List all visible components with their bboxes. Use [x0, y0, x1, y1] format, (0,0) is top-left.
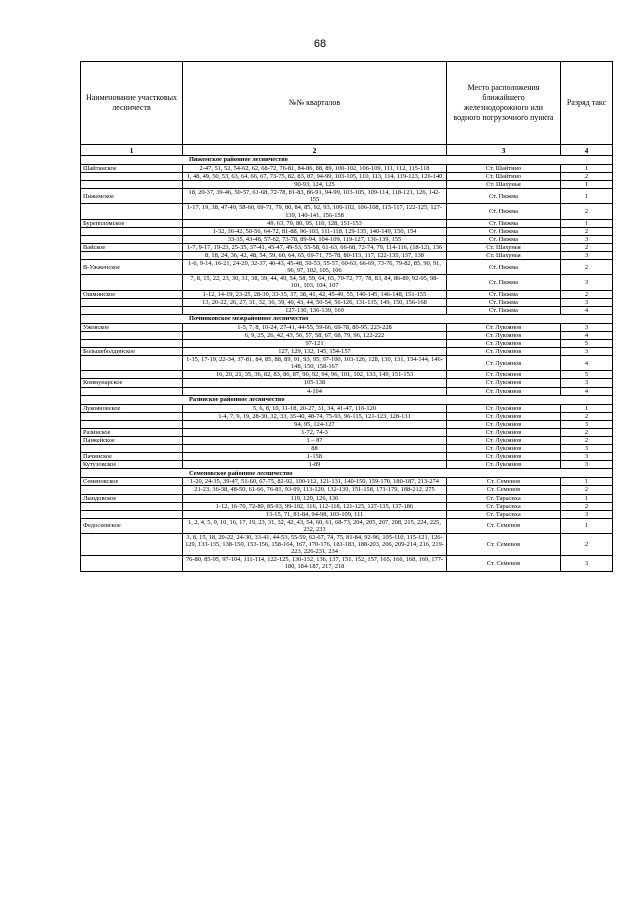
table-row	[81, 189, 613, 204]
table-row	[81, 371, 613, 379]
forestry-name-cell: Пижемское	[81, 189, 183, 204]
tax-rank-cell: 3	[561, 379, 613, 387]
quarters-cell: 1-12, 14-19, 23-25, 28-30, 33-35, 37, 38, 41, 42, 45-49, 55, 140-145, 146-148, 151-155	[183, 290, 447, 298]
table-row	[81, 518, 613, 533]
tax-rank-cell: 2	[561, 412, 613, 420]
quarters-cell: 127-130, 136-139, 169	[183, 306, 447, 314]
table-row	[81, 428, 613, 436]
table-row	[81, 356, 613, 371]
column-number: 4	[561, 145, 613, 156]
tax-rank-cell: 3	[561, 556, 613, 571]
quarters-cell: 13, 20-22, 26, 27, 31, 32, 36, 39, 40, 43, 44, 50-54, 56-126, 131-135, 149, 150, 156-168	[183, 298, 447, 306]
forestry-name-cell	[81, 445, 183, 453]
loading-point-cell: Ст. Лукоянов	[447, 331, 561, 339]
loading-point-cell: Ст. Семенов	[447, 486, 561, 494]
tax-rank-cell: 5	[561, 339, 613, 347]
quarters-cell: 88	[183, 445, 447, 453]
loading-point-cell: Ст. Пижма	[447, 235, 561, 243]
quarters-cell: 13-15, 71, 81-84, 94-98, 103-109, 111	[183, 510, 447, 518]
tax-rank-cell: 4	[561, 306, 613, 314]
tax-rank-cell: 1	[561, 219, 613, 227]
quarters-cell: 33-35, 43-48, 57-62, 73-78, 89-94, 104-109, 119-127, 136-139, 155	[183, 235, 447, 243]
quarters-cell: 18, 20-37, 39-46, 50-57, 61-68, 72-78, 81-83, 86-91, 94-99, 103-105, 109-114, 118-121, 126, 142-155	[183, 189, 447, 204]
table-row	[81, 323, 613, 331]
loading-point-cell: Ст. Тарасиха	[447, 494, 561, 502]
quarters-cell: 1-32, 36-42, 50-56, 64-72, 81-88, 96-103, 111-118, 129-135, 140-149, 150, 154	[183, 227, 447, 235]
table-row	[81, 412, 613, 420]
tax-rank-cell: 1	[561, 181, 613, 189]
forestry-name-cell: Семеновское	[81, 478, 183, 486]
table-row	[81, 227, 613, 235]
forestry-name-cell: Шайтанское	[81, 165, 183, 173]
table-row	[81, 379, 613, 387]
quarters-cell: 76-80, 85-95, 97-104, 111-114, 122-125, 130-132, 136, 137, 151, 152, 157, 165, 166, 168, 169, 177-180, 184-187, 217, 218	[183, 556, 447, 571]
tax-rank-cell: 5	[561, 371, 613, 379]
column-number-row	[81, 145, 613, 156]
quarters-cell: 21-23, 36-38, 48-50, 61-66, 76-81, 93-99, 113-120, 132-139, 151-158, 171-179, 188-212, 275	[183, 486, 447, 494]
loading-point-cell: Ст. Лукоянов	[447, 323, 561, 331]
loading-point-cell: Ст. Семенов	[447, 556, 561, 571]
table-row	[81, 235, 613, 243]
section-title: Пижемское районное лесничество	[81, 156, 613, 165]
table-row	[81, 290, 613, 298]
loading-point-cell: Ст. Шайтино	[447, 165, 561, 173]
forestry-name-cell: Лукояновское	[81, 404, 183, 412]
loading-point-cell: Ст. Лукоянов	[447, 428, 561, 436]
quarters-cell: 94, 95, 124-127	[183, 420, 447, 428]
section-title: Разинское районное лесничество	[81, 395, 613, 404]
quarters-cell: 8, 18, 24, 36, 42, 48, 54, 59, 60, 64, 65, 69-71, 75-78, 80-113, 117, 122-135, 137, 138	[183, 252, 447, 260]
forestry-name-cell	[81, 181, 183, 189]
forestry-name-cell	[81, 204, 183, 219]
quarters-cell: 1, 2, 4, 5, 9, 10, 16, 17, 19, 23, 31, 32, 42, 43, 54, 60, 61, 68-73, 204, 205, 207, 208, 215, 224, 225, 232, 233	[183, 518, 447, 533]
loading-point-cell: Ст. Шахунья	[447, 252, 561, 260]
quarters-cell: 1-72, 74-3	[183, 428, 447, 436]
tax-rank-cell: 4	[561, 331, 613, 339]
tax-rank-cell: 3	[561, 445, 613, 453]
forestry-name-cell	[81, 356, 183, 371]
tax-rank-cell: 4	[561, 387, 613, 395]
quarters-cell: 1-4, 7, 9, 19, 28-30, 32, 33, 35-40, 48-74, 75-93, 96-115, 121-123, 128-131	[183, 412, 447, 420]
quarters-cell: 1 – 87	[183, 437, 447, 445]
forestry-name-cell	[81, 173, 183, 181]
tax-rank-cell: 1	[561, 404, 613, 412]
quarters-cell: 49, 63, 79, 80, 95, 110, 128, 151-153	[183, 219, 447, 227]
quarters-cell: 6, 9, 25, 26, 42, 43, 56, 57, 58, 67, 68, 79, 96, 122-222	[183, 331, 447, 339]
tax-rank-cell: 3	[561, 510, 613, 518]
loading-point-cell: Ст. Пижма	[447, 204, 561, 219]
quarters-cell: 90-93, 124, 125	[183, 181, 447, 189]
quarters-cell: 1-12, 16-70, 72-80, 85-93, 99-102, 116, 112-118, 121-125, 127-135, 137-186	[183, 502, 447, 510]
forestry-name-cell: В-Ужженское	[81, 260, 183, 275]
header-loading-point: Место расположения ближайшего железнодорожного или водного погрузочного пункта	[447, 62, 561, 145]
forestry-name-cell: Лындовское	[81, 494, 183, 502]
forestry-name-cell	[81, 387, 183, 395]
forestry-name-cell	[81, 235, 183, 243]
forestry-name-cell: Разинское	[81, 428, 183, 436]
tax-rank-cell: 1	[561, 518, 613, 533]
quarters-cell: 16, 20, 21, 35, 36, 82, 83, 86, 87, 90, 92, 94, 96, 101, 102, 133, 149, 151-153	[183, 371, 447, 379]
tax-rank-cell: 3	[561, 420, 613, 428]
forestry-name-cell	[81, 486, 183, 494]
loading-point-cell: Ст. Пижма	[447, 227, 561, 235]
tax-rank-cell: 1	[561, 494, 613, 502]
loading-point-cell: Ст. Шахунья	[447, 243, 561, 251]
table-row	[81, 502, 613, 510]
tax-rank-cell: 1	[561, 189, 613, 204]
forestry-name-cell	[81, 339, 183, 347]
table-row	[81, 275, 613, 290]
quarters-cell: 1-5, 7, 8, 10-24, 27-41, 44-55, 59-66, 69-78, 80-95, 223-228	[183, 323, 447, 331]
loading-point-cell: Ст. Лукоянов	[447, 412, 561, 420]
tax-rank-cell: 3	[561, 323, 613, 331]
forestry-name-cell: Коммунарское	[81, 379, 183, 387]
table-row	[81, 494, 613, 502]
loading-point-cell: Ст. Тарасиха	[447, 510, 561, 518]
forestry-name-cell	[81, 371, 183, 379]
forestry-name-cell	[81, 412, 183, 420]
quarters-cell: 1-7, 9-17, 19-23, 25-35, 37-41, 45-47, 49-53, 55-58, 61-63, 66-68, 72-74, 79, 114-116, (18-12), 136	[183, 243, 447, 251]
forestry-name-cell: Вайское	[81, 243, 183, 251]
quarters-cell: 1-158	[183, 453, 447, 461]
table-row	[81, 445, 613, 453]
quarters-cell: 2-47, 51, 52, 54-62, 62, 68-72, 76-81, 84-86, 88, 89, 100-102, 106-109, 111, 112, 115-118	[183, 165, 447, 173]
table-row	[81, 478, 613, 486]
quarters-cell: 127, 129, 132, 145, 154-157	[183, 348, 447, 356]
quarters-cell: 119, 120, 126, 136	[183, 494, 447, 502]
loading-point-cell: Ст. Шахунья	[447, 181, 561, 189]
loading-point-cell: Ст. Семенов	[447, 518, 561, 533]
table-row	[81, 486, 613, 494]
quarters-cell: 1-20, 24-35, 39-47, 51-60, 67-75, 82-92, 100-112, 121-131, 140-150, 159-170, 180-187, 213-274	[183, 478, 447, 486]
loading-point-cell: Ст. Лукоянов	[447, 339, 561, 347]
forestry-name-cell	[81, 510, 183, 518]
header-tax-rank: Разряд такс	[561, 62, 613, 145]
loading-point-cell: Ст. Тарасиха	[447, 502, 561, 510]
quarters-cell: 4-104	[183, 387, 447, 395]
table-row	[81, 173, 613, 181]
forestry-name-cell	[81, 298, 183, 306]
loading-point-cell: Ст. Лукоянов	[447, 387, 561, 395]
forestry-name-cell: Федосеевское	[81, 518, 183, 533]
table-row	[81, 331, 613, 339]
table-row	[81, 339, 613, 347]
forestry-name-cell	[81, 227, 183, 235]
header-quarters: №№ кварталов	[183, 62, 447, 145]
tax-rank-cell: 1	[561, 478, 613, 486]
tax-rank-cell: 3	[561, 298, 613, 306]
column-number: 3	[447, 145, 561, 156]
tax-rank-cell: 2	[561, 428, 613, 436]
quarters-cell: 7, 8, 15, 22, 23, 30, 31, 38, 39, 44, 49, 54, 58, 59, 64, 65, 70-72, 77, 78, 83, 84, 86-89, 92-95, 98-101, 103, 104, 107	[183, 275, 447, 290]
forestry-name-cell: Буреполомское	[81, 219, 183, 227]
table-row	[81, 260, 613, 275]
table-row	[81, 252, 613, 260]
loading-point-cell: Ст. Лукоянов	[447, 404, 561, 412]
table-row	[81, 348, 613, 356]
forestry-name-cell: Кутузовское	[81, 461, 183, 469]
loading-point-cell: Ст. Лукоянов	[447, 445, 561, 453]
table-row	[81, 461, 613, 469]
quarters-cell: 105-138	[183, 379, 447, 387]
tax-rank-cell: 2	[561, 290, 613, 298]
page-number: 68	[313, 38, 327, 50]
table-row	[81, 298, 613, 306]
table-row	[81, 510, 613, 518]
tax-rank-cell: 3	[561, 235, 613, 243]
table-row	[81, 181, 613, 189]
loading-point-cell: Ст. Пижма	[447, 189, 561, 204]
forestry-name-cell: Пачинское	[81, 453, 183, 461]
quarters-cell: 1-17, 19, 38, 47-49, 58-60, 69-71, 79, 80, 84, 85, 92, 93, 100-102, 106-108, 115-117, 122-125, 127-139, 140-141, 156-158	[183, 204, 447, 219]
forestry-name-cell	[81, 502, 183, 510]
loading-point-cell: Ст. Шайтино	[447, 173, 561, 181]
quarters-cell: 1, 48, 49, 50, 53, 63, 64, 66, 67, 73-75, 82, 83, 87, 94-99, 103-105, 110, 113, 114, 119-123, 126-140	[183, 173, 447, 181]
tax-rank-cell: 2	[561, 173, 613, 181]
loading-point-cell: Ст. Пижма	[447, 306, 561, 314]
forestry-name-cell	[81, 534, 183, 556]
section-header-row	[81, 469, 613, 478]
loading-point-cell: Ст. Семенов	[447, 478, 561, 486]
table-row	[81, 243, 613, 251]
loading-point-cell: Ст. Лукоянов	[447, 356, 561, 371]
tax-rank-cell: 3	[561, 461, 613, 469]
quarters-cell: 1-15, 17-19, 22-34, 37-81, 84, 85, 88, 89, 91, 93, 95, 97-100, 103-126, 128, 130, 131, 134-144, 146-148, 150, 158-167	[183, 356, 447, 371]
table-row	[81, 404, 613, 412]
tax-rank-cell: 4	[561, 356, 613, 371]
loading-point-cell: Ст. Лукоянов	[447, 437, 561, 445]
loading-point-cell: Ст. Пижма	[447, 260, 561, 275]
tax-rank-cell: 2	[561, 227, 613, 235]
forestry-name-cell: Ошминское	[81, 290, 183, 298]
table-row	[81, 437, 613, 445]
header-forestry-name: Наименование участковых лесничеств	[81, 62, 183, 145]
loading-point-cell: Ст. Лукоянов	[447, 461, 561, 469]
section-title: Семеновское районное лесничество	[81, 469, 613, 478]
tax-rank-cell: 2	[561, 534, 613, 556]
forestry-name-cell	[81, 275, 183, 290]
tax-rank-cell: 1	[561, 165, 613, 173]
loading-point-cell: Ст. Лукоянов	[447, 371, 561, 379]
table-row	[81, 306, 613, 314]
table-row	[81, 219, 613, 227]
tax-rank-cell: 2	[561, 260, 613, 275]
forestry-name-cell	[81, 556, 183, 571]
loading-point-cell: Ст. Лукоянов	[447, 420, 561, 428]
table-row	[81, 534, 613, 556]
forestry-name-cell	[81, 306, 183, 314]
loading-point-cell: Ст. Пижма	[447, 219, 561, 227]
quarters-cell: 1-89	[183, 461, 447, 469]
loading-point-cell: Ст. Лукоянов	[447, 453, 561, 461]
quarters-cell: 3, 8, 15, 18, 20-22, 24-30, 33-41, 44-53, 55-59, 62-67, 74, 75, 81-84, 92-96, 105-110, 115-121, 126-129, 133-135, 138-150, 153-156, 158-164, 167, 170-176, 181-183, 188-203, 206, 209-214, 216, 219-223, 226-231, 234	[183, 534, 447, 556]
section-header-row	[81, 314, 613, 323]
tax-rank-cell: 2	[561, 243, 613, 251]
forestry-name-cell	[81, 252, 183, 260]
quarters-cell: 5, 6, 8, 10, 11-18, 20-27, 31, 34, 41-47, 116-120	[183, 404, 447, 412]
forestry-name-cell	[81, 420, 183, 428]
table-row	[81, 165, 613, 173]
section-header-row	[81, 395, 613, 404]
table-row	[81, 204, 613, 219]
section-header-row	[81, 156, 613, 165]
tax-rank-cell: 3	[561, 252, 613, 260]
loading-point-cell: Ст. Лукоянов	[447, 348, 561, 356]
loading-point-cell: Ст. Пижма	[447, 298, 561, 306]
forestry-name-cell: Большеболдинское	[81, 348, 183, 356]
tax-rank-cell: 2	[561, 486, 613, 494]
column-number: 2	[183, 145, 447, 156]
forestry-table	[80, 61, 613, 572]
column-number: 1	[81, 145, 183, 156]
loading-point-cell: Ст. Пижма	[447, 290, 561, 298]
table-row	[81, 453, 613, 461]
tax-rank-cell: 2	[561, 204, 613, 219]
tax-rank-cell: 3	[561, 453, 613, 461]
loading-point-cell: Ст. Лукоянов	[447, 379, 561, 387]
loading-point-cell: Ст. Семенов	[447, 534, 561, 556]
quarters-cell: 97-121	[183, 339, 447, 347]
table-row	[81, 387, 613, 395]
forestry-name-cell: Панкейское	[81, 437, 183, 445]
table-body	[81, 145, 613, 572]
loading-point-cell: Ст. Пижма	[447, 275, 561, 290]
forestry-name-cell	[81, 331, 183, 339]
tax-rank-cell: 3	[561, 275, 613, 290]
tax-rank-cell: 2	[561, 437, 613, 445]
table-row	[81, 556, 613, 571]
table-row	[81, 420, 613, 428]
tax-rank-cell: 2	[561, 502, 613, 510]
header-row	[81, 62, 613, 145]
tax-rank-cell: 3	[561, 348, 613, 356]
forestry-name-cell: Ужовское	[81, 323, 183, 331]
section-title: Починковское межрайонное лесничество	[81, 314, 613, 323]
quarters-cell: 1-6, 9-14, 16-21, 24-29, 32-37, 40-43, 45-48, 50-53, 55-57, 60-63, 66-69, 73-76, 79-82, 85, 90, 91, 96, 97, 102, 105, 106	[183, 260, 447, 275]
